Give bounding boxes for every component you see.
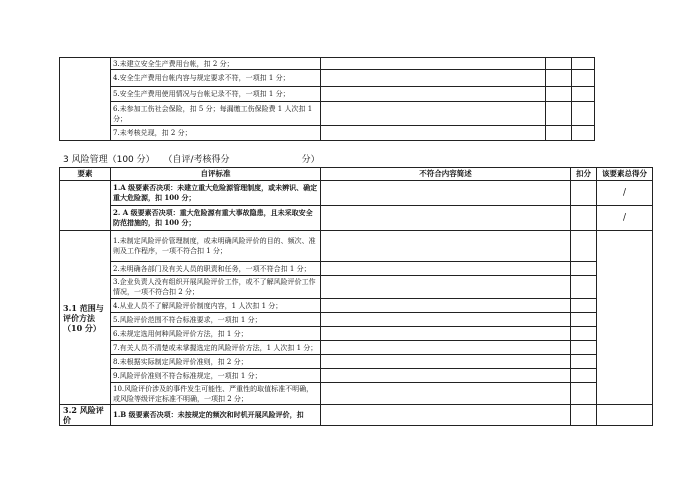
criteria-cell: 3.企业负责人没有组织开展风险评价工作，或不了解风险评价工作情况，一项不符合扣 2 分；: [111, 276, 321, 299]
element-cell: [60, 181, 111, 231]
top-table: [59, 57, 595, 141]
deduction-cell[interactable]: [571, 299, 597, 313]
deduction-cell[interactable]: [571, 341, 597, 355]
noncompliance-cell[interactable]: [321, 276, 571, 299]
noncompliance-cell[interactable]: [321, 102, 546, 126]
deduction-cell[interactable]: [571, 405, 597, 426]
table-row: [60, 87, 595, 102]
deduction-cell[interactable]: [571, 206, 597, 231]
noncompliance-cell[interactable]: [321, 206, 571, 231]
criteria-cell: 7.有关人员不清楚或未掌握选定的风险评价方法，1 人次扣 1 分；: [111, 341, 321, 355]
table-row: [60, 299, 653, 313]
noncompliance-cell[interactable]: [321, 87, 546, 102]
header-element: 要素: [60, 168, 111, 181]
table-header-row: [60, 168, 653, 181]
total-cell: /: [597, 206, 653, 231]
deduction-cell[interactable]: [546, 58, 572, 70]
header-total: 该要素总得分: [597, 168, 653, 181]
noncompliance-cell[interactable]: [321, 383, 571, 405]
deduction-cell[interactable]: [571, 262, 597, 276]
deduction-cell[interactable]: [571, 276, 597, 299]
risk-management-table: [59, 167, 653, 426]
criteria-cell: 7.未考核兑现，扣 2 分；: [111, 126, 321, 141]
noncompliance-cell[interactable]: [321, 341, 571, 355]
criteria-cell: 3.未建立安全生产费用台帐，扣 2 分；: [111, 58, 321, 70]
section-title: [63, 152, 326, 165]
header-deduction: 扣分: [571, 168, 597, 181]
total-cell[interactable]: [572, 126, 595, 141]
table-row: [60, 262, 653, 276]
table-row: [60, 355, 653, 369]
total-cell[interactable]: [572, 87, 595, 102]
table-row: [60, 58, 595, 70]
table-row: [60, 313, 653, 327]
table-row: [60, 102, 595, 126]
element-3-2: 3.2 风险评价: [60, 405, 111, 426]
table-row: [60, 327, 653, 341]
score-suffix: 分）: [301, 155, 320, 165]
criteria-cell: 5.安全生产费用使用情况与台帐记录不符，一项扣 1 分；: [111, 87, 321, 102]
deduction-cell[interactable]: [571, 327, 597, 341]
criteria-cell: 1.未制定风险评价管理制度，或未明确风险评价的目的、频次、准则及工作程序，一项不符合扣 1 分；: [111, 231, 321, 262]
criteria-cell: 1.B 级要素否决项：未按规定的频次和时机开展风险评价，扣: [111, 405, 321, 426]
criteria-cell: 5.风险评价范围不符合标准要求，一项扣 1 分；: [111, 313, 321, 327]
table-row: [60, 181, 653, 206]
header-noncompliance: 不符合内容简述: [321, 168, 571, 181]
noncompliance-cell[interactable]: [321, 405, 571, 426]
criteria-cell: 8.未根据实际制定风险评价准则，扣 2 分；: [111, 355, 321, 369]
criteria-cell: 6.未参加工伤社会保险，扣 5 分；每漏缴工伤保险费 1 人次扣 1 分；: [111, 102, 321, 126]
element-3-1: 3.1 范围与评价方法（10 分）: [60, 231, 111, 405]
table-row: [60, 231, 653, 262]
noncompliance-cell[interactable]: [321, 355, 571, 369]
total-cell[interactable]: [597, 231, 653, 405]
deduction-cell[interactable]: [546, 87, 572, 102]
noncompliance-cell[interactable]: [321, 262, 571, 276]
criteria-cell: 1.A 级要素否决项：未建立重大危险源管理制度，或未辨识、确定重大危险源，扣 100 分；: [111, 181, 321, 206]
element-cell: [60, 58, 111, 141]
table-row: [60, 405, 653, 426]
total-cell[interactable]: [572, 70, 595, 87]
noncompliance-cell[interactable]: [321, 126, 546, 141]
noncompliance-cell[interactable]: [321, 181, 571, 206]
noncompliance-cell[interactable]: [321, 70, 546, 87]
noncompliance-cell[interactable]: [321, 231, 571, 262]
total-cell[interactable]: [597, 405, 653, 426]
noncompliance-cell[interactable]: [321, 313, 571, 327]
criteria-cell: 2. A 级要素否决项：重大危险源有重大事故隐患，且未采取安全防范措施的，扣 100 分；: [111, 206, 321, 231]
table-row: [60, 126, 595, 141]
table-row: [60, 383, 653, 405]
deduction-cell[interactable]: [546, 126, 572, 141]
deduction-cell[interactable]: [571, 369, 597, 383]
total-cell[interactable]: [572, 102, 595, 126]
table-row: [60, 341, 653, 355]
table-row: [60, 369, 653, 383]
criteria-cell: 4.安全生产费用台帐内容与规定要求不符，一项扣 1 分；: [111, 70, 321, 87]
noncompliance-cell[interactable]: [321, 299, 571, 313]
self-eval-label: （自评/考核得分: [163, 155, 230, 165]
noncompliance-cell[interactable]: [321, 58, 546, 70]
noncompliance-cell[interactable]: [321, 327, 571, 341]
noncompliance-cell[interactable]: [321, 369, 571, 383]
total-cell[interactable]: [572, 58, 595, 70]
criteria-cell: 2.未明确各部门及有关人员的职责和任务，一项不符合扣 1 分；: [111, 262, 321, 276]
deduction-cell[interactable]: [546, 70, 572, 87]
table-row: [60, 70, 595, 87]
total-cell: /: [597, 181, 653, 206]
section-heading: 3 风险管理（100 分）: [63, 155, 155, 165]
table-row: [60, 206, 653, 231]
deduction-cell[interactable]: [571, 383, 597, 405]
deduction-cell[interactable]: [571, 231, 597, 262]
criteria-cell: 6.未规定选用何种风险评价方法，扣 1 分；: [111, 327, 321, 341]
criteria-cell: 10.风险评价涉及的事件发生可能性、严重性的取值标准不明确，或风险等级评定标准不明确，一项扣 2 分；: [111, 383, 321, 405]
deduction-cell[interactable]: [546, 102, 572, 126]
deduction-cell[interactable]: [571, 355, 597, 369]
criteria-cell: 9.风险评价准则不符合标准规定，一项扣 1 分；: [111, 369, 321, 383]
deduction-cell[interactable]: [571, 181, 597, 206]
header-criteria: 自评标准: [111, 168, 321, 181]
criteria-cell: 4.从业人员不了解风险评价制度内容，1 人次扣 1 分；: [111, 299, 321, 313]
deduction-cell[interactable]: [571, 313, 597, 327]
table-row: [60, 276, 653, 299]
